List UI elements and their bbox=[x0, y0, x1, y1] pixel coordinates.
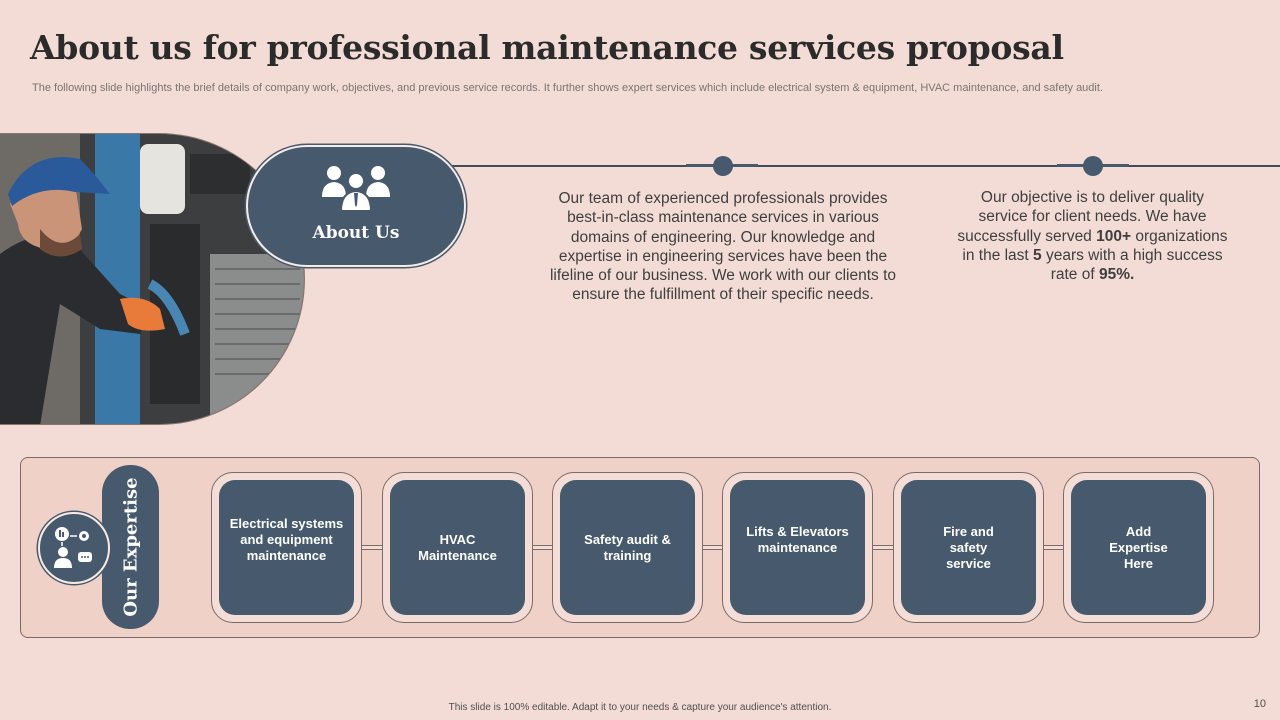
expertise-card bbox=[382, 472, 533, 623]
timeline-dot bbox=[713, 156, 733, 176]
expertise-card bbox=[211, 472, 362, 623]
our-expertise-label: Our Expertise bbox=[120, 477, 141, 617]
expertise-card-body bbox=[560, 480, 695, 615]
expertise-icon bbox=[38, 512, 110, 584]
page-number: 10 bbox=[1253, 698, 1266, 710]
expertise-glyph bbox=[40, 514, 108, 582]
success-rate: 95%. bbox=[1098, 266, 1135, 284]
organizations-count: 100+ bbox=[1096, 227, 1132, 245]
about-us-badge bbox=[246, 145, 466, 267]
expertise-item-label: Fire and safety service bbox=[943, 524, 994, 571]
expertise-card bbox=[722, 472, 873, 623]
footer-note: This slide is 100% editable. Adapt it to your needs & capture your audience's attention. bbox=[448, 702, 832, 713]
objective-text: organizations in the last bbox=[962, 227, 1228, 264]
card-connector bbox=[1041, 545, 1064, 550]
expertise-item-label: Safety audit & training bbox=[584, 532, 671, 563]
slide-title: About us for professional maintenance services proposal bbox=[30, 28, 1064, 67]
expertise-item-label: Electrical systems and equipment maintenance bbox=[229, 516, 344, 563]
about-us-label: About Us bbox=[312, 223, 400, 243]
expertise-card bbox=[893, 472, 1044, 623]
expertise-card bbox=[552, 472, 703, 623]
expertise-item-label: Add Expertise Here bbox=[1109, 524, 1168, 571]
expertise-card-body bbox=[901, 480, 1036, 615]
expertise-card bbox=[1063, 472, 1214, 623]
timeline-line bbox=[440, 165, 1280, 167]
objective-text: Our objective is to deliver quality service for client needs. We have successfully served bbox=[957, 189, 1207, 245]
expertise-card-body bbox=[1071, 480, 1206, 615]
expertise-card-body bbox=[730, 480, 865, 615]
about-paragraph-objective bbox=[955, 188, 1230, 284]
card-connector bbox=[531, 545, 554, 550]
slide-subtitle: The following slide highlights the brief details of company work, objectives, and previous service records. It further shows expert services which include electrical system & equipment, HVAC maintenance, and safety audit. bbox=[32, 82, 1103, 94]
timeline-dot bbox=[1083, 156, 1103, 176]
about-paragraph-team: Our team of experienced professionals provides best-in-class maintenance services in various domains of engineering. Our knowledge and expertise in engineering services have been the lifeline of our business. We work with our clients to ensure the fulfillment of their specific needs. bbox=[549, 190, 897, 304]
card-connector bbox=[701, 545, 724, 550]
years-count: 5 bbox=[1033, 246, 1042, 264]
team-icon bbox=[320, 163, 392, 215]
card-connector bbox=[871, 545, 894, 550]
objective-text: years with a high success rate of bbox=[1041, 246, 1223, 284]
expertise-item-label: HVAC Maintenance bbox=[418, 532, 497, 563]
expertise-card-body bbox=[219, 480, 354, 615]
our-expertise-badge bbox=[102, 465, 159, 629]
card-connector bbox=[361, 545, 384, 550]
expertise-card-body bbox=[390, 480, 525, 615]
expertise-item-label: Lifts & Elevators maintenance bbox=[746, 524, 849, 555]
